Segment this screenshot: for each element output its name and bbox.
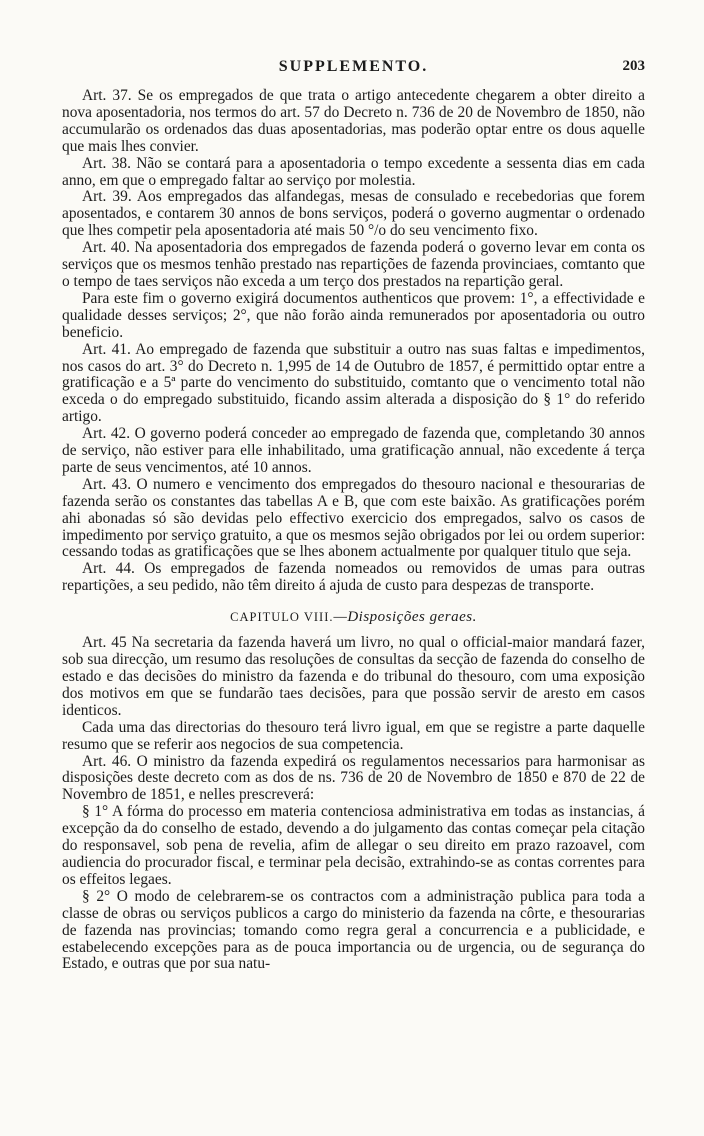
paragraph-art-46-section-2: § 2° O modo de celebrarem-se os contractos com a administração publica para toda a classe de obras ou serviços publicos a cargo do ministerio da fazenda na côrte, e thesourarias de fazenda nas provincias; tomando como regra geral a concurrencia e a publicidade, e estabelecendo excepções para as de pouca importancia ou de urgencia, ou de segurança do Estado, e outras que por sua natu-: [62, 887, 645, 973]
body-text: [62, 88, 645, 973]
paragraph-art-43: Art. 43. O numero e vencimento dos empregados do thesouro nacional e thesourarias de fazenda serão os constantes das tabellas A e B, que com este baixão. As gratificações porém ahi abonadas só são devidas pelo effectivo exercicio dos empregados, salvo os casos de impedimento por serviço gratuito, a que os mesmos sejão obrigados por lei ou ordem superior: cessando todas as gratificações que se lhes abonem actualmente por qualquer titulo que seja.: [62, 475, 645, 561]
paragraph-art-42: Art. 42. O governo poderá conceder ao empregado de fazenda que, completando 30 annos de serviço, não estiver para elle inhabilitado, uma gratificação annual, não excedente á terça parte de seus vencimentos, até 10 annos.: [62, 425, 645, 476]
running-title: SUPPLEMENTO.: [278, 58, 429, 75]
chapter-label: CAPITULO VIII.: [230, 610, 334, 625]
page-header: [62, 58, 645, 82]
paragraph-art-46-section-1: § 1° A fórma do processo em materia contenciosa administrativa em todas as instancias, á excepção da do conselho de estado, devendo a do julgamento das contas começar pela citação do responsavel, sob pena de revelia, afim de allegar o seu direito em prazo razoavel, com audiencia do procurador fiscal, e terminar pela decisão, extrahindo-se as contas correntes para os effeitos legaes.: [62, 803, 645, 888]
paragraph-art-39: Art. 39. Aos empregados das alfandegas, mesas de consulado e recebedorias que forem aposentados, e contarem 30 annos de bons serviços, poderá o governo augmentar o ordenado que lhes competir pela aposentadoria até mais 50 °/o do seu vencimento fixo.: [62, 188, 645, 240]
paragraph-art-46: Art. 46. O ministro da fazenda expedirá os regulamentos necessarios para harmonisar as disposições deste decreto com as dos de ns. 736 de 20 de Novembro de 1850 e 870 de 22 de Novembro de 1851, e nelles prescreverá:: [62, 752, 645, 804]
paragraph-art-38: Art. 38. Não se contará para a aposentadoria o tempo excedente a sessenta dias em cada anno, em que o empregado faltar ao serviço por molestia.: [62, 154, 645, 189]
chapter-title: —Disposições geraes.: [333, 609, 477, 626]
paragraph-art-44: Art. 44. Os empregados de fazenda nomeados ou removidos de umas para outras repartições, a seu pedido, não têm direito á ajuda de custo para despezas de transporte.: [62, 560, 645, 595]
paragraph-art-41: Art. 41. Ao empregado de fazenda que substituir a outro nas suas faltas e impedimentos, nos casos do art. 3° do Decreto n. 1,995 de 14 de Outubro de 1857, é permittido optar entre a gratificação e a 5ª parte do vencimento do substituido, comtanto que o vencimento total não exceda o do empregado substituido, ficando assim alterada a disposição do § 1° do referido artigo.: [62, 340, 645, 426]
paragraph-art-45-continued: Cada uma das directorias do thesouro terá livro igual, em que se registre a parte daquelle resumo que se referir aos negocios de sua competencia.: [62, 718, 645, 753]
paragraph-art-45: Art. 45 Na secretaria da fazenda haverá um livro, no qual o official-maior mandará fazer, sob sua direcção, um resumo das resoluções de consultas da secção de fazenda do conselho de estado e das decisões do ministro da fazenda e do tribunal do thesouro, com uma exposição dos motivos em que se fundarão taes decisões, para que possão servir de aresto em casos identicos.: [62, 634, 645, 719]
page-number: 203: [622, 58, 645, 74]
chapter-heading: [62, 609, 645, 625]
paragraph-art-40-continued: Para este fim o governo exigirá documentos authenticos que provem: 1°, a effectividade e qualidade desses serviços; 2°, que não forão ainda remunerados por aposentadoria ou outro beneficio.: [62, 289, 645, 341]
paragraph-art-40: Art. 40. Na aposentadoria dos empregados de fazenda poderá o governo levar em conta os serviços que os mesmos tenhão prestado nas repartições de fazenda provinciaes, comtanto que o tempo de taes serviços não exceda a um terço dos prestados na repartição geral.: [62, 239, 645, 290]
paragraph-art-37: Art. 37. Se os empregados de que trata o artigo antecedente chegarem a obter direito a nova aposentadoria, nos termos do art. 57 do Decreto n. 736 de 20 de Novembro de 1850, não accumularão os ordenados das duas aposentadorias, mas poderão optar entre os dous aquelle que mais lhes convier.: [62, 87, 645, 155]
